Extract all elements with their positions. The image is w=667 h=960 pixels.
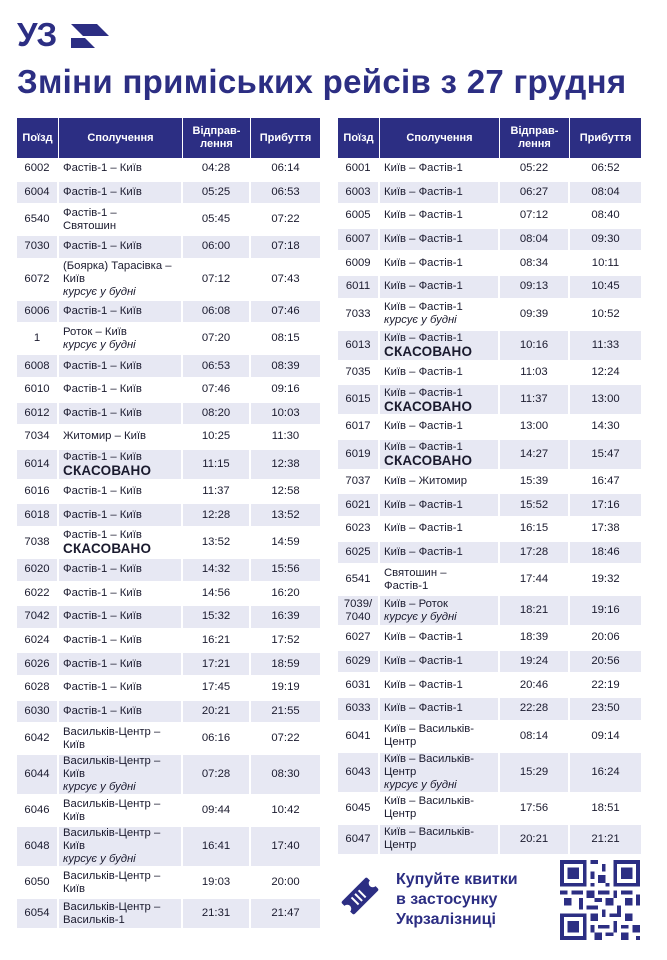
table-row bbox=[338, 698, 641, 722]
table-row bbox=[17, 355, 320, 379]
departure-time: 09:13 bbox=[500, 276, 570, 300]
arrival-time: 17:40 bbox=[251, 827, 320, 868]
cancelled-badge: СКАСОВАНО bbox=[384, 453, 473, 469]
arrival-time: 13:00 bbox=[570, 385, 641, 416]
route: Фастів-1 – Київ bbox=[59, 653, 183, 677]
train-number: 6540 bbox=[17, 205, 59, 236]
table-row bbox=[338, 627, 641, 651]
route: Київ – Фастів-1 bbox=[380, 276, 500, 300]
route: Фастів-1 – Київ bbox=[59, 630, 183, 654]
table-row bbox=[338, 182, 641, 206]
departure-time: 07:12 bbox=[183, 260, 251, 301]
arrival-time: 09:30 bbox=[570, 229, 641, 253]
arrival-time: 17:38 bbox=[570, 518, 641, 542]
departure-time: 17:28 bbox=[500, 542, 570, 566]
table-row bbox=[17, 403, 320, 427]
table-row bbox=[338, 471, 641, 495]
route: Фастів-1 – Київ СКАСОВАНО bbox=[59, 528, 183, 559]
departure-time: 11:37 bbox=[183, 481, 251, 505]
route: Фастів-1 – Київ bbox=[59, 182, 183, 206]
arrival-time: 17:16 bbox=[570, 494, 641, 518]
arrival-time: 15:47 bbox=[570, 440, 641, 471]
train-number: 6033 bbox=[338, 698, 380, 722]
route: Фастів-1 – Київ bbox=[59, 481, 183, 505]
departure-time: 17:44 bbox=[500, 565, 570, 596]
table-row bbox=[338, 494, 641, 518]
route: Київ – Фастів-1 bbox=[380, 542, 500, 566]
page-title: Зміни приміських рейсів з 27 грудня bbox=[17, 63, 627, 100]
arrival-time: 15:56 bbox=[251, 559, 320, 583]
departure-time: 08:14 bbox=[500, 722, 570, 753]
train-number: 6007 bbox=[338, 229, 380, 253]
route: Фастів-1 – Київ bbox=[59, 236, 183, 260]
departure-time: 16:21 bbox=[183, 630, 251, 654]
departure-time: 17:21 bbox=[183, 653, 251, 677]
train-number: 6018 bbox=[17, 504, 59, 528]
departure-time: 09:44 bbox=[183, 796, 251, 827]
departure-time: 06:08 bbox=[183, 301, 251, 325]
departure-time: 07:46 bbox=[183, 379, 251, 403]
departure-time: 13:00 bbox=[500, 416, 570, 440]
departure-time: 06:53 bbox=[183, 355, 251, 379]
route: Фастів-1 – Київ bbox=[59, 355, 183, 379]
train-number: 6005 bbox=[338, 205, 380, 229]
arrival-time: 12:24 bbox=[570, 362, 641, 386]
arrival-time: 18:51 bbox=[570, 794, 641, 825]
train-number: 6021 bbox=[338, 494, 380, 518]
header-departure: Відправ- лення bbox=[500, 118, 570, 158]
schedule-table-right bbox=[338, 118, 641, 856]
departure-time: 11:37 bbox=[500, 385, 570, 416]
departure-time: 16:15 bbox=[500, 518, 570, 542]
train-number: 6026 bbox=[17, 653, 59, 677]
route: Київ – Фастів-1 bbox=[380, 229, 500, 253]
arrival-time: 13:52 bbox=[251, 504, 320, 528]
departure-time: 10:25 bbox=[183, 426, 251, 450]
route: Київ – Фастів-1 bbox=[380, 362, 500, 386]
arrival-time: 16:24 bbox=[570, 753, 641, 794]
table-row bbox=[17, 324, 320, 355]
train-number: 6043 bbox=[338, 753, 380, 794]
train-number: 6031 bbox=[338, 674, 380, 698]
table-row bbox=[17, 205, 320, 236]
table-row bbox=[338, 205, 641, 229]
arrival-time: 12:38 bbox=[251, 450, 320, 481]
route: Васильків-Центр – Київ bbox=[59, 796, 183, 827]
arrival-time: 11:33 bbox=[570, 331, 641, 362]
departure-time: 06:16 bbox=[183, 724, 251, 755]
train-number: 6046 bbox=[17, 796, 59, 827]
departure-time: 15:29 bbox=[500, 753, 570, 794]
train-number: 6014 bbox=[17, 450, 59, 481]
arrival-time: 19:16 bbox=[570, 596, 641, 627]
route: Київ – Фастів-1 bbox=[380, 158, 500, 182]
arrival-time: 19:32 bbox=[570, 565, 641, 596]
arrival-time: 18:46 bbox=[570, 542, 641, 566]
route: Київ – Фастів-1 СКАСОВАНО bbox=[380, 331, 500, 362]
departure-time: 07:12 bbox=[500, 205, 570, 229]
table-row bbox=[17, 796, 320, 827]
table-row bbox=[338, 542, 641, 566]
route: Київ – Васильків- Центр bbox=[380, 722, 500, 753]
train-number: 6042 bbox=[17, 724, 59, 755]
route: Фастів-1 – Київ bbox=[59, 583, 183, 607]
table-row bbox=[17, 653, 320, 677]
route: Київ – Роток курсує у будні bbox=[380, 596, 500, 627]
route: Київ – Фастів-1 bbox=[380, 416, 500, 440]
route: Київ – Фастів-1 bbox=[380, 494, 500, 518]
route: Київ – Васильків- Центр курсує у будні bbox=[380, 753, 500, 794]
table-row bbox=[338, 158, 641, 182]
ticket-icon bbox=[338, 874, 382, 918]
train-number: 6025 bbox=[338, 542, 380, 566]
route: Київ – Васильків- Центр bbox=[380, 825, 500, 856]
departure-time: 12:28 bbox=[183, 504, 251, 528]
train-number: 6041 bbox=[338, 722, 380, 753]
departure-time: 09:39 bbox=[500, 300, 570, 331]
route: Київ – Фастів-1 СКАСОВАНО bbox=[380, 440, 500, 471]
table-row bbox=[17, 158, 320, 182]
arrival-time: 10:52 bbox=[570, 300, 641, 331]
route: Фастів-1 – Київ bbox=[59, 559, 183, 583]
table-row bbox=[338, 674, 641, 698]
route: Київ – Фастів-1 СКАСОВАНО bbox=[380, 385, 500, 416]
table-row bbox=[338, 651, 641, 675]
route: Фастів-1 – Київ bbox=[59, 158, 183, 182]
table-row bbox=[338, 440, 641, 471]
departure-time: 19:03 bbox=[183, 868, 251, 899]
arrival-time: 07:22 bbox=[251, 205, 320, 236]
header-route: Сполучення bbox=[59, 118, 183, 158]
departure-time: 21:31 bbox=[183, 899, 251, 930]
departure-time: 14:56 bbox=[183, 583, 251, 607]
departure-time: 14:32 bbox=[183, 559, 251, 583]
arrival-time: 10:42 bbox=[251, 796, 320, 827]
arrival-time: 08:04 bbox=[570, 182, 641, 206]
route: Фастів-1 – Київ bbox=[59, 701, 183, 725]
train-number: 6044 bbox=[17, 755, 59, 796]
arrival-time: 20:56 bbox=[570, 651, 641, 675]
departure-time: 05:45 bbox=[183, 205, 251, 236]
arrival-time: 21:55 bbox=[251, 701, 320, 725]
table-row bbox=[338, 722, 641, 753]
arrival-time: 09:14 bbox=[570, 722, 641, 753]
header-route: Сполучення bbox=[380, 118, 500, 158]
arrival-time: 07:22 bbox=[251, 724, 320, 755]
train-number: 6010 bbox=[17, 379, 59, 403]
departure-time: 18:21 bbox=[500, 596, 570, 627]
table-row bbox=[338, 565, 641, 596]
departure-time: 06:00 bbox=[183, 236, 251, 260]
route: Фастів-1 – Київ bbox=[59, 301, 183, 325]
train-number: 6019 bbox=[338, 440, 380, 471]
train-number: 7034 bbox=[17, 426, 59, 450]
table-row bbox=[17, 701, 320, 725]
train-number: 6027 bbox=[338, 627, 380, 651]
table-row bbox=[17, 583, 320, 607]
route: Київ – Фастів-1 курсує у будні bbox=[380, 300, 500, 331]
departure-time: 13:52 bbox=[183, 528, 251, 559]
cancelled-badge: СКАСОВАНО bbox=[384, 398, 473, 414]
route: Київ – Фастів-1 bbox=[380, 518, 500, 542]
departure-time: 14:27 bbox=[500, 440, 570, 471]
arrival-time: 16:47 bbox=[570, 471, 641, 495]
arrival-time: 21:47 bbox=[251, 899, 320, 930]
table-row bbox=[338, 362, 641, 386]
arrival-time: 09:16 bbox=[251, 379, 320, 403]
departure-time: 08:34 bbox=[500, 252, 570, 276]
table-row bbox=[17, 606, 320, 630]
departure-time: 05:25 bbox=[183, 182, 251, 206]
table-row bbox=[338, 276, 641, 300]
train-number: 7030 bbox=[17, 236, 59, 260]
train-number: 7037 bbox=[338, 471, 380, 495]
departure-time: 17:56 bbox=[500, 794, 570, 825]
arrival-time: 20:06 bbox=[570, 627, 641, 651]
departure-time: 17:45 bbox=[183, 677, 251, 701]
app-promo[interactable] bbox=[338, 860, 658, 950]
departure-time: 07:20 bbox=[183, 324, 251, 355]
cancelled-badge: СКАСОВАНО bbox=[63, 463, 152, 479]
table-row bbox=[338, 252, 641, 276]
table-row bbox=[17, 528, 320, 559]
table-row bbox=[17, 677, 320, 701]
arrival-time: 08:40 bbox=[570, 205, 641, 229]
departure-time: 20:21 bbox=[183, 701, 251, 725]
train-number: 7039/ 7040 bbox=[338, 596, 380, 627]
arrival-time: 23:50 bbox=[570, 698, 641, 722]
table-row bbox=[338, 300, 641, 331]
departure-time: 15:32 bbox=[183, 606, 251, 630]
table-row bbox=[17, 559, 320, 583]
departure-time: 10:16 bbox=[500, 331, 570, 362]
promo-text: Купуйте квитки в застосунку Укрзалізниці bbox=[396, 871, 518, 928]
departure-time: 16:41 bbox=[183, 827, 251, 868]
table-row bbox=[17, 504, 320, 528]
route: Фастів-1 – Київ bbox=[59, 379, 183, 403]
route: Київ – Житомир bbox=[380, 471, 500, 495]
header-train: Поїзд bbox=[17, 118, 59, 158]
header-arrival: Прибуття bbox=[251, 118, 320, 158]
train-number: 6016 bbox=[17, 481, 59, 505]
train-number: 6015 bbox=[338, 385, 380, 416]
route: Васильків-Центр – Київ курсує у будні bbox=[59, 755, 183, 796]
arrival-time: 07:43 bbox=[251, 260, 320, 301]
qr-code-icon[interactable] bbox=[560, 860, 640, 940]
table-row bbox=[17, 450, 320, 481]
departure-time: 04:28 bbox=[183, 158, 251, 182]
arrival-time: 10:11 bbox=[570, 252, 641, 276]
arrival-time: 12:58 bbox=[251, 481, 320, 505]
train-number: 6013 bbox=[338, 331, 380, 362]
route: Фастів-1 – Святошин bbox=[59, 205, 183, 236]
departure-time: 15:39 bbox=[500, 471, 570, 495]
table-row bbox=[17, 755, 320, 796]
departure-time: 18:39 bbox=[500, 627, 570, 651]
table-row bbox=[17, 868, 320, 899]
route: Київ – Фастів-1 bbox=[380, 674, 500, 698]
route: Житомир – Київ bbox=[59, 426, 183, 450]
table-row bbox=[17, 182, 320, 206]
table-row bbox=[338, 596, 641, 627]
train-number: 6048 bbox=[17, 827, 59, 868]
table-row bbox=[17, 630, 320, 654]
table-row bbox=[338, 518, 641, 542]
arrival-time: 07:18 bbox=[251, 236, 320, 260]
table-row bbox=[17, 260, 320, 301]
train-number: 6012 bbox=[17, 403, 59, 427]
route: Київ – Фастів-1 bbox=[380, 651, 500, 675]
header-arrival: Прибуття bbox=[570, 118, 641, 158]
departure-time: 11:15 bbox=[183, 450, 251, 481]
train-number: 6022 bbox=[17, 583, 59, 607]
route: Київ – Фастів-1 bbox=[380, 205, 500, 229]
cancelled-badge: СКАСОВАНО bbox=[63, 541, 152, 557]
train-number: 6017 bbox=[338, 416, 380, 440]
departure-time: 19:24 bbox=[500, 651, 570, 675]
train-number: 7033 bbox=[338, 300, 380, 331]
departure-time: 11:03 bbox=[500, 362, 570, 386]
train-number: 6001 bbox=[338, 158, 380, 182]
train-number: 7042 bbox=[17, 606, 59, 630]
table-row bbox=[338, 229, 641, 253]
logo-bars-icon bbox=[71, 24, 109, 48]
departure-time: 06:27 bbox=[500, 182, 570, 206]
uz-logo bbox=[17, 18, 101, 52]
route: Фастів-1 – Київ bbox=[59, 606, 183, 630]
arrival-time: 19:19 bbox=[251, 677, 320, 701]
cancelled-badge: СКАСОВАНО bbox=[384, 344, 473, 360]
table-row bbox=[338, 794, 641, 825]
table-row bbox=[17, 724, 320, 755]
route: Київ – Фастів-1 bbox=[380, 627, 500, 651]
arrival-time: 11:30 bbox=[251, 426, 320, 450]
schedule-table-left bbox=[17, 118, 320, 930]
table-row bbox=[338, 331, 641, 362]
arrival-time: 10:45 bbox=[570, 276, 641, 300]
train-number: 6011 bbox=[338, 276, 380, 300]
train-number: 6029 bbox=[338, 651, 380, 675]
train-number: 6045 bbox=[338, 794, 380, 825]
arrival-time: 16:39 bbox=[251, 606, 320, 630]
route: Фастів-1 – Київ СКАСОВАНО bbox=[59, 450, 183, 481]
arrival-time: 14:59 bbox=[251, 528, 320, 559]
train-number: 6009 bbox=[338, 252, 380, 276]
arrival-time: 07:46 bbox=[251, 301, 320, 325]
table-header bbox=[17, 118, 320, 158]
arrival-time: 22:19 bbox=[570, 674, 641, 698]
arrival-time: 17:52 bbox=[251, 630, 320, 654]
arrival-time: 20:00 bbox=[251, 868, 320, 899]
arrival-time: 14:30 bbox=[570, 416, 641, 440]
arrival-time: 08:30 bbox=[251, 755, 320, 796]
train-number: 6003 bbox=[338, 182, 380, 206]
arrival-time: 18:59 bbox=[251, 653, 320, 677]
departure-time: 20:21 bbox=[500, 825, 570, 856]
departure-time: 15:52 bbox=[500, 494, 570, 518]
train-number: 6002 bbox=[17, 158, 59, 182]
table-row bbox=[17, 301, 320, 325]
table-row bbox=[17, 899, 320, 930]
train-number: 6020 bbox=[17, 559, 59, 583]
arrival-time: 16:20 bbox=[251, 583, 320, 607]
train-number: 6028 bbox=[17, 677, 59, 701]
route: Васильків-Центр – Київ курсує у будні bbox=[59, 827, 183, 868]
train-number: 6054 bbox=[17, 899, 59, 930]
route: Київ – Фастів-1 bbox=[380, 252, 500, 276]
train-number: 6541 bbox=[338, 565, 380, 596]
departure-time: 22:28 bbox=[500, 698, 570, 722]
table-row bbox=[17, 481, 320, 505]
arrival-time: 06:53 bbox=[251, 182, 320, 206]
table-row bbox=[338, 825, 641, 856]
arrival-time: 06:52 bbox=[570, 158, 641, 182]
train-number: 6024 bbox=[17, 630, 59, 654]
table-row bbox=[17, 426, 320, 450]
train-number: 1 bbox=[17, 324, 59, 355]
table-row bbox=[338, 753, 641, 794]
train-number: 6030 bbox=[17, 701, 59, 725]
table-row bbox=[17, 236, 320, 260]
train-number: 6006 bbox=[17, 301, 59, 325]
header-departure: Відправ- лення bbox=[183, 118, 251, 158]
route: Святошин – Фастів-1 bbox=[380, 565, 500, 596]
arrival-time: 08:39 bbox=[251, 355, 320, 379]
departure-time: 08:04 bbox=[500, 229, 570, 253]
table-header bbox=[338, 118, 641, 158]
logo-text: УЗ bbox=[17, 16, 57, 53]
departure-time: 05:22 bbox=[500, 158, 570, 182]
arrival-time: 10:03 bbox=[251, 403, 320, 427]
route: Фастів-1 – Київ bbox=[59, 403, 183, 427]
arrival-time: 06:14 bbox=[251, 158, 320, 182]
route: Фастів-1 – Київ bbox=[59, 504, 183, 528]
train-number: 7038 bbox=[17, 528, 59, 559]
table-row bbox=[17, 827, 320, 868]
train-number: 6008 bbox=[17, 355, 59, 379]
table-row bbox=[338, 416, 641, 440]
route: Київ – Васильків- Центр bbox=[380, 794, 500, 825]
route: Васильків-Центр – Київ bbox=[59, 868, 183, 899]
arrival-time: 08:15 bbox=[251, 324, 320, 355]
train-number: 7035 bbox=[338, 362, 380, 386]
header-train: Поїзд bbox=[338, 118, 380, 158]
route: Васильків-Центр – Васильків-1 bbox=[59, 899, 183, 930]
train-number: 6072 bbox=[17, 260, 59, 301]
route: Київ – Фастів-1 bbox=[380, 698, 500, 722]
train-number: 6047 bbox=[338, 825, 380, 856]
departure-time: 08:20 bbox=[183, 403, 251, 427]
train-number: 6050 bbox=[17, 868, 59, 899]
route: Фастів-1 – Київ bbox=[59, 677, 183, 701]
route: Васильків-Центр – Київ bbox=[59, 724, 183, 755]
departure-time: 20:46 bbox=[500, 674, 570, 698]
departure-time: 07:28 bbox=[183, 755, 251, 796]
route: (Боярка) Тарасівка – Київ курсує у будні bbox=[59, 260, 183, 301]
table-row bbox=[17, 379, 320, 403]
arrival-time: 21:21 bbox=[570, 825, 641, 856]
route: Київ – Фастів-1 bbox=[380, 182, 500, 206]
train-number: 6004 bbox=[17, 182, 59, 206]
table-row bbox=[338, 385, 641, 416]
train-number: 6023 bbox=[338, 518, 380, 542]
route: Роток – Київ курсує у будні bbox=[59, 324, 183, 355]
